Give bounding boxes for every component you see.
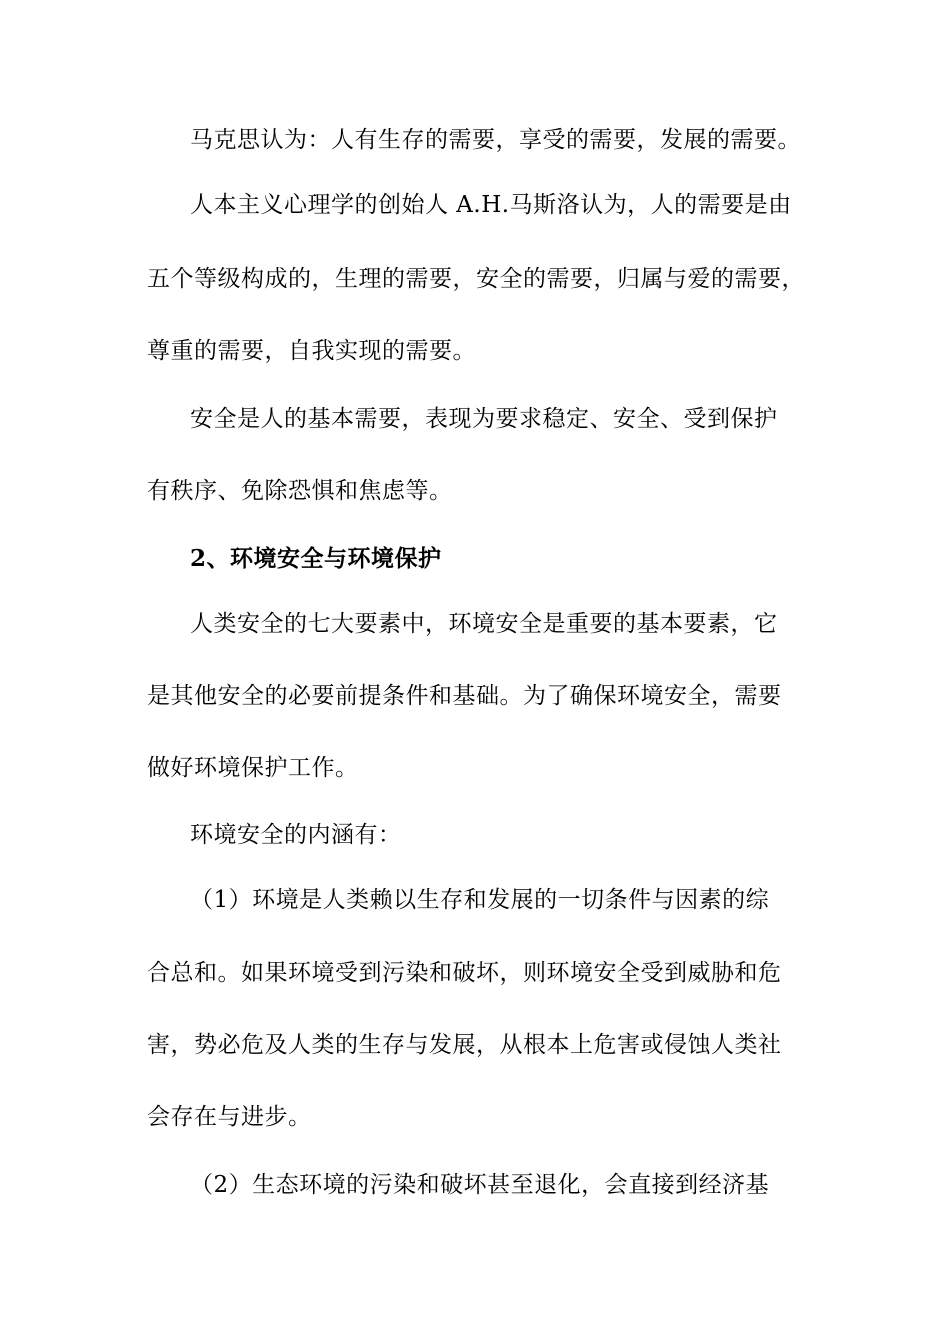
paragraph-line: （2）生态环境的污染和破坏甚至退化，会直接到经济基 — [190, 1172, 770, 1198]
paragraph-line: 安全是人的基本需要，表现为要求稳定、安全、受到保护 — [190, 406, 778, 432]
paragraph-line: 尊重的需要，自我实现的需要。 — [147, 338, 476, 364]
paragraph-line: 人本主义心理学的创始人 A.H.马斯洛认为，人的需要是由 — [190, 192, 792, 218]
section-heading: 2、环境安全与环境保护 — [190, 545, 442, 572]
paragraph-line: 马克思认为：人有生存的需要，享受的需要，发展的需要。 — [190, 127, 801, 153]
paragraph-line: 人类安全的七大要素中，环境安全是重要的基本要素，它 — [190, 611, 778, 637]
paragraph-line: 合总和。如果环境受到污染和破坏，则环境安全受到威胁和危 — [147, 960, 782, 986]
paragraph-line: 有秩序、免除恐惧和焦虑等。 — [147, 478, 453, 504]
paragraph-line: 环境安全的内涵有： — [190, 822, 402, 848]
paragraph-line: 会存在与进步。 — [147, 1104, 312, 1130]
paragraph-line: 做好环境保护工作。 — [147, 755, 359, 781]
paragraph-line: （1）环境是人类赖以生存和发展的一切条件与因素的综 — [190, 887, 770, 913]
paragraph-line: 五个等级构成的，生理的需要，安全的需要，归属与爱的需要， — [147, 266, 805, 292]
paragraph-line: 是其他安全的必要前提条件和基础。为了确保环境安全，需要 — [147, 683, 782, 709]
paragraph-line: 害，势必危及人类的生存与发展，从根本上危害或侵蚀人类社 — [147, 1032, 782, 1058]
